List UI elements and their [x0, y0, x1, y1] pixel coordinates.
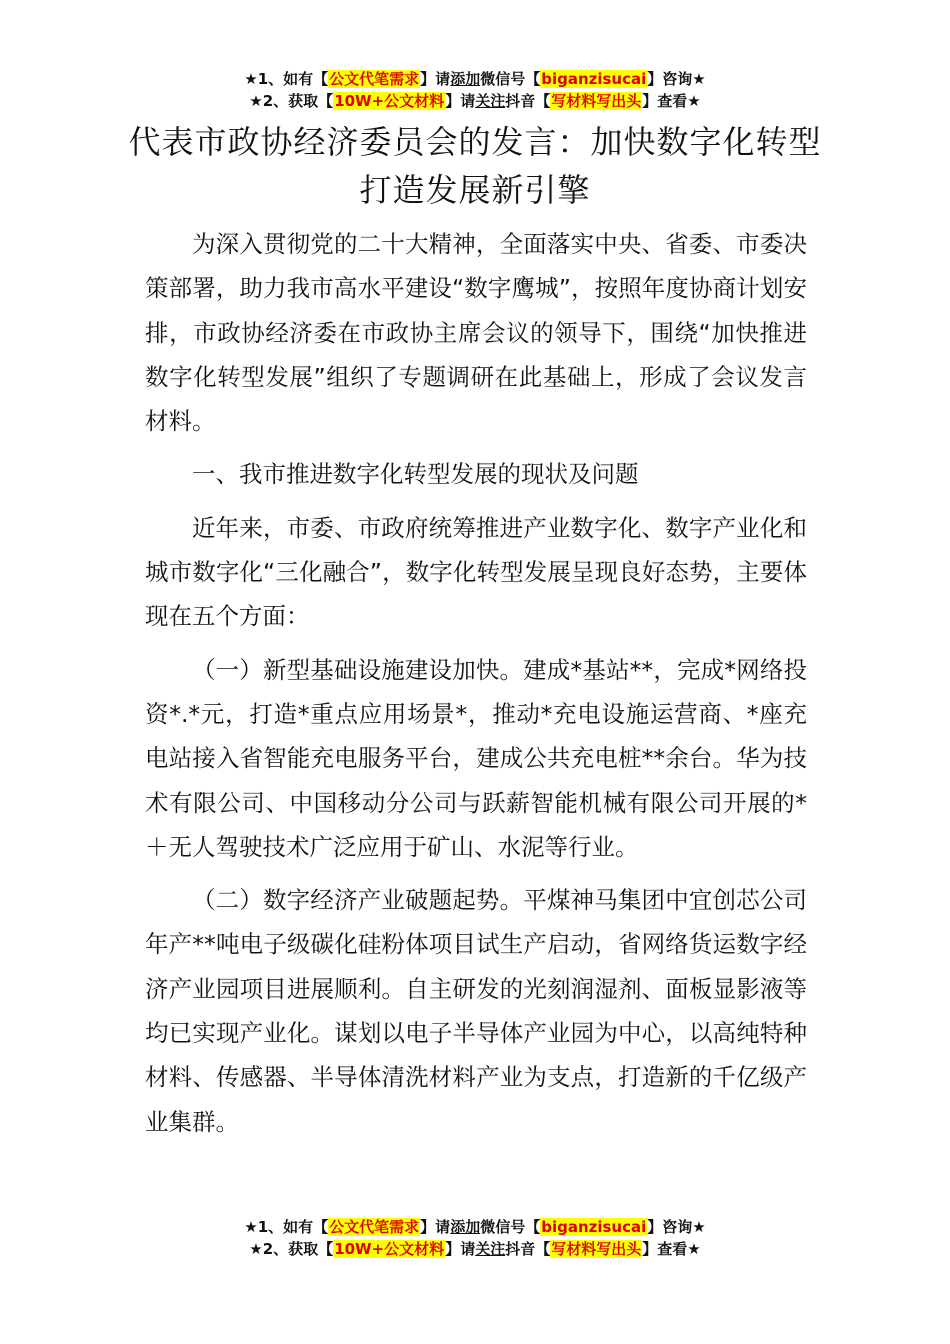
header-banner: [0, 68, 950, 112]
banner-text: 微信号【: [480, 1218, 541, 1236]
section-heading: 一、我市推进数字化转型发展的现状及问题: [192, 460, 639, 489]
banner-line-2: [0, 90, 950, 112]
banner-text: 】咨询★: [647, 70, 706, 88]
banner-text: 】请: [445, 92, 476, 110]
banner-highlight: 公文代笔需求: [329, 70, 420, 88]
banner-text: ★2、获取【: [249, 1240, 334, 1258]
banner-line-1: [0, 1216, 950, 1238]
banner-underline: 关注: [475, 92, 506, 110]
banner-text: 抖音【: [505, 1240, 551, 1258]
banner-highlight: 10W+公文材料: [334, 1240, 445, 1258]
paragraph-point-1: （一）新型基础设施建设加快。建成*基站**，完成*网络投资*.*元，打造*重点应用场景*，推动*充电设施运营商、*座充电站接入省智能充电服务平台，建成公共充电桩**余台。华为技术有限公司、中国移动分公司与跃薪智能机械有限公司开展的*＋无人驾驶技术广泛应用于矿山、水泥等行业。: [145, 655, 807, 861]
banner-text: 抖音【: [505, 92, 551, 110]
document-body: [145, 222, 807, 1153]
banner-highlight: biganzisucai: [541, 1218, 647, 1236]
banner-text: 】请: [445, 1240, 476, 1258]
banner-highlight: 10W+公文材料: [334, 92, 445, 110]
paragraph-point-2: （二）数字经济产业破题起势。平煤神马集团中宜创芯公司年产**吨电子级碳化硅粉体项目试生产启动，省网络货运数字经济产业园项目进展顺利。自主研发的光刻润湿剂、面板显影液等均已实现产业化。谋划以电子半导体产业园为中心，以高纯特种材料、传感器、半导体清洗材料产业为支点，打造新的千亿级产业集群。: [145, 886, 807, 1136]
paragraph-overview: 近年来，市委、市政府统筹推进产业数字化、数字产业化和城市数字化“三化融合”，数字化转型发展呈现良好态势，主要体现在五个方面：: [145, 513, 807, 631]
banner-text: ★1、如有【: [244, 70, 329, 88]
banner-text: 】查看★: [642, 92, 701, 110]
banner-highlight: 写材料写出头: [551, 1240, 642, 1258]
banner-text: 】查看★: [642, 1240, 701, 1258]
banner-highlight: biganzisucai: [541, 70, 647, 88]
paragraph-intro: 为深入贯彻党的二十大精神，全面落实中央、省委、市委决策部署，助力我市高水平建设“数字鹰城”，按照年度协商计划安排，市政协经济委在市政协主席会议的领导下，围绕“加快推进数字化转型发展”组织了专题调研在此基础上，形成了会议发言材料。: [145, 230, 807, 436]
banner-text: 微信号【: [480, 70, 541, 88]
banner-highlight: 公文代笔需求: [329, 1218, 420, 1236]
banner-text: 】咨询★: [647, 1218, 706, 1236]
banner-underline: 添加: [450, 70, 481, 88]
banner-text: 】请: [420, 70, 451, 88]
banner-line-2: [0, 1238, 950, 1260]
banner-underline: 关注: [475, 1240, 506, 1258]
banner-text: ★1、如有【: [244, 1218, 329, 1236]
banner-text: ★2、获取【: [249, 92, 334, 110]
banner-line-1: [0, 68, 950, 90]
document-title: 代表市政协经济委员会的发言：加快数字化转型打造发展新引擎: [128, 123, 822, 209]
banner-text: 】请: [420, 1218, 451, 1236]
footer-banner: [0, 1216, 950, 1260]
banner-highlight: 写材料写出头: [551, 92, 642, 110]
banner-underline: 添加: [450, 1218, 481, 1236]
